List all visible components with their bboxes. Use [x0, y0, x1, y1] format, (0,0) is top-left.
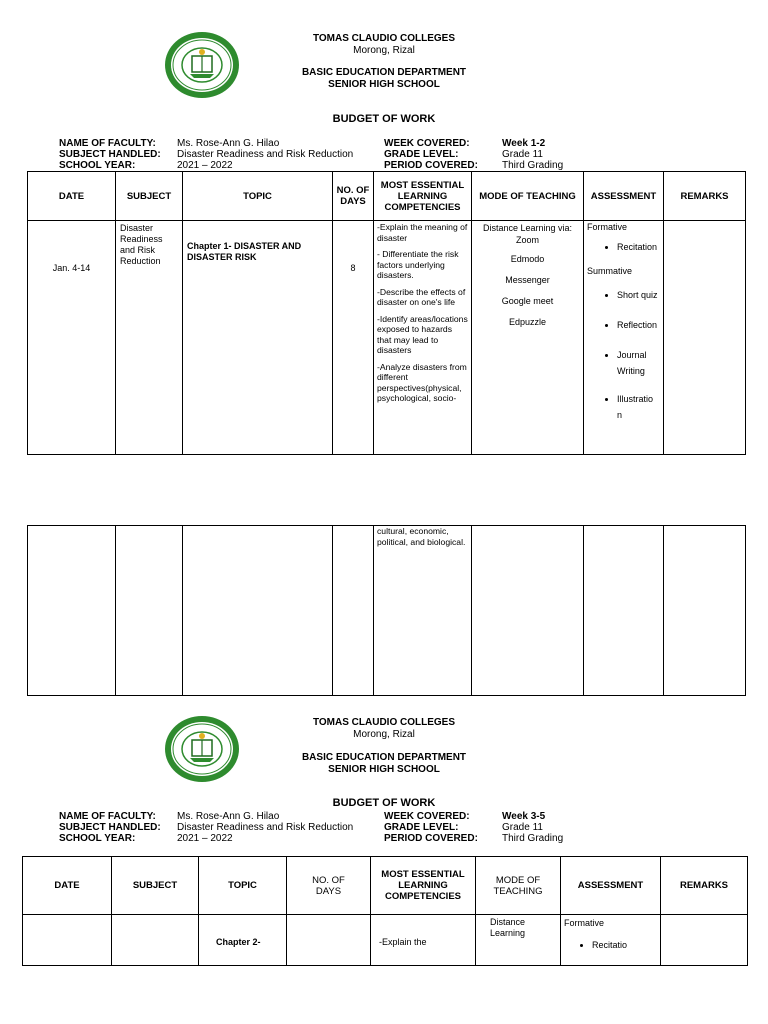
remarks-cell — [664, 221, 746, 455]
mode-item: Distance Learning via: Zoom — [482, 223, 573, 245]
days-cell: 8 — [333, 221, 374, 455]
school-level: SENIOR HIGH SCHOOL — [328, 79, 440, 90]
table-header-row — [28, 172, 746, 221]
col-header-mode: MODE OF TEACHING — [472, 172, 584, 221]
mode-cell — [472, 526, 584, 696]
week-value: Week 1-2 — [502, 138, 546, 149]
school-year-value: 2021 – 2022 — [177, 833, 233, 844]
budget-table-week-1-2 — [27, 171, 746, 455]
table-row — [28, 221, 746, 455]
melc-item: -Identify areas/locations exposed to hazards that may lead to disasters — [377, 313, 468, 355]
faculty-value: Ms. Rose-Ann G. Hilao — [177, 811, 280, 822]
week-label: WEEK COVERED: — [384, 811, 470, 822]
mode-cell: Distance Learning — [476, 915, 561, 966]
formative-list — [587, 239, 660, 255]
col-header-date: DATE — [28, 172, 116, 221]
list-item: • Journal Writing — [617, 347, 660, 379]
faculty-label: NAME OF FACULTY: — [59, 138, 156, 149]
formative-list — [564, 937, 657, 953]
col-header-melc: MOST ESSENTIAL LEARNING COMPETENCIES — [371, 857, 476, 915]
topic-cell: Chapter 1- DISASTER AND DISASTER RISK — [183, 221, 333, 455]
budget-table-week-3-5 — [22, 856, 748, 966]
date-cell — [28, 526, 116, 696]
col-header-days: NO. OF DAYS — [287, 857, 371, 915]
melc-cell: cultural, economic, political, and biological. — [374, 526, 472, 696]
melc-item: - Differentiate the risk factors underlying disasters. — [377, 249, 459, 280]
formative-label: Formative — [587, 222, 628, 232]
topic-cell — [183, 526, 333, 696]
college-town: Morong, Rizal — [353, 729, 415, 740]
list-item: • Illustratio n — [617, 391, 660, 423]
grade-label: GRADE LEVEL: — [384, 822, 459, 833]
col-header-melc: MOST ESSENTIAL LEARNING COMPETENCIES — [374, 172, 472, 221]
college-town: Morong, Rizal — [353, 45, 415, 56]
assessment-cell — [584, 526, 664, 696]
mode-item: Edpuzzle — [508, 317, 547, 327]
melc-item: -Describe the effects of disaster on one's life — [377, 286, 466, 307]
col-header-date: DATE — [23, 857, 112, 915]
summative-label: Summative — [587, 266, 633, 276]
col-header-remarks: REMARKS — [661, 857, 748, 915]
mode-item: Edmodo — [510, 254, 545, 264]
department-name: BASIC EDUCATION DEPARTMENT — [301, 752, 467, 763]
subject-cell — [116, 526, 183, 696]
summative-list — [587, 287, 660, 423]
melc-cell: -Explain the — [371, 915, 476, 966]
grade-value: Grade 11 — [502, 149, 543, 160]
table-row — [28, 526, 746, 696]
col-header-remarks: REMARKS — [664, 172, 746, 221]
col-header-subject: SUBJECT — [116, 172, 183, 221]
budget-table-continuation — [27, 525, 746, 696]
list-item: • Recitation — [617, 239, 660, 255]
period-value: Third Grading — [502, 160, 564, 171]
subject-value: Disaster Readiness and Risk Reduction — [177, 149, 354, 160]
col-header-subject: SUBJECT — [112, 857, 199, 915]
school-level: SENIOR HIGH SCHOOL — [328, 764, 440, 775]
subject-label: SUBJECT HANDLED: — [59, 822, 161, 833]
department-name: BASIC EDUCATION DEPARTMENT — [301, 67, 467, 78]
topic-cell: Chapter 2- — [199, 915, 287, 966]
document-title: BUDGET OF WORK — [332, 797, 436, 809]
table-header-row — [23, 857, 748, 915]
days-cell — [333, 526, 374, 696]
school-year-label: SCHOOL YEAR: — [59, 160, 136, 171]
grade-value: Grade 11 — [502, 822, 543, 833]
col-header-assessment: ASSESSMENT — [584, 172, 664, 221]
period-label: PERIOD COVERED: — [384, 160, 478, 171]
remarks-cell — [664, 526, 746, 696]
week-value: Week 3-5 — [502, 811, 546, 822]
col-header-mode: MODE OF TEACHING — [476, 857, 561, 915]
college-seal-logo — [162, 30, 242, 100]
faculty-label: NAME OF FACULTY: — [59, 811, 156, 822]
college-name: TOMAS CLAUDIO COLLEGES — [312, 717, 456, 728]
list-item: • Reflection — [617, 317, 660, 333]
date-cell — [23, 915, 112, 966]
col-header-topic: TOPIC — [199, 857, 287, 915]
list-item: • Recitatio — [592, 937, 657, 953]
melc-item: -Explain the meaning of disaster — [377, 222, 468, 243]
table-row — [23, 915, 748, 966]
assessment-cell — [584, 221, 664, 455]
subject-cell — [112, 915, 199, 966]
melc-cell — [374, 221, 472, 455]
grade-label: GRADE LEVEL: — [384, 149, 459, 160]
faculty-info-block — [0, 138, 768, 172]
period-value: Third Grading — [502, 833, 564, 844]
period-label: PERIOD COVERED: — [384, 833, 478, 844]
subject-cell: Disaster Readiness and Risk Reduction — [116, 221, 183, 455]
mode-item: Google meet — [501, 296, 554, 306]
melc-item: -Analyze disasters from different perspectives(physical, psychological, socio- — [377, 361, 467, 403]
formative-label: Formative — [564, 918, 605, 928]
days-cell — [287, 915, 371, 966]
date-cell: Jan. 4-14 — [28, 221, 116, 455]
remarks-cell — [661, 915, 748, 966]
week-label: WEEK COVERED: — [384, 138, 470, 149]
college-seal-logo — [162, 714, 242, 784]
col-header-topic: TOPIC — [183, 172, 333, 221]
mode-item: Messenger — [505, 275, 550, 285]
document-title: BUDGET OF WORK — [332, 113, 436, 125]
school-year-value: 2021 – 2022 — [177, 160, 233, 171]
faculty-value: Ms. Rose-Ann G. Hilao — [177, 138, 280, 149]
assessment-cell — [561, 915, 661, 966]
subject-value: Disaster Readiness and Risk Reduction — [177, 822, 354, 833]
subject-label: SUBJECT HANDLED: — [59, 149, 161, 160]
mode-cell — [472, 221, 584, 455]
col-header-days: NO. OF DAYS — [333, 172, 374, 221]
college-name: TOMAS CLAUDIO COLLEGES — [312, 33, 456, 44]
list-item: • Short quiz — [617, 287, 660, 303]
school-year-label: SCHOOL YEAR: — [59, 833, 136, 844]
faculty-info-block — [0, 811, 768, 845]
col-header-assessment: ASSESSMENT — [561, 857, 661, 915]
